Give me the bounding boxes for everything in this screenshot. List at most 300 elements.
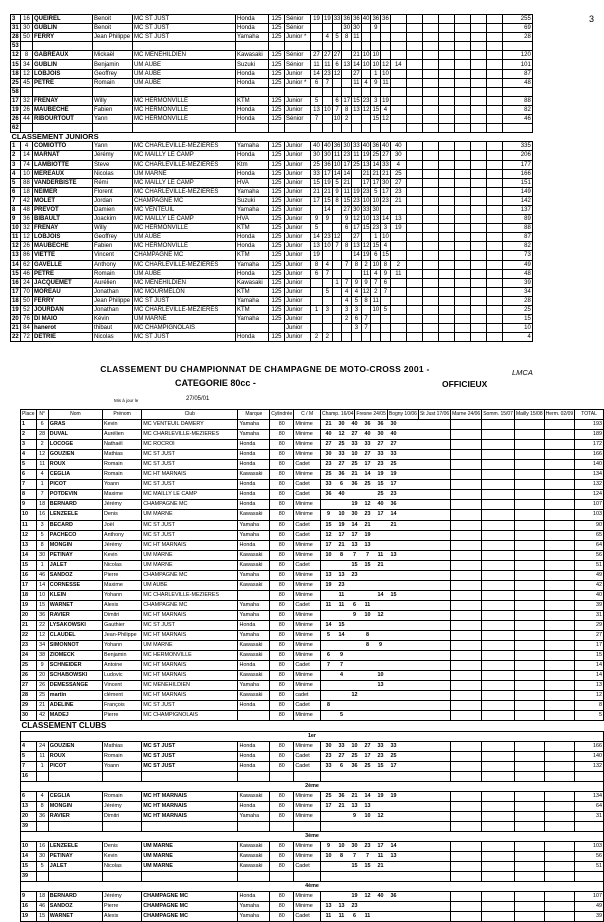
club-cell: MC CHARLEVILLE-MEZIERES bbox=[133, 142, 236, 151]
round-cell: 11 bbox=[382, 79, 389, 86]
round-cell: 8 bbox=[352, 260, 362, 269]
round-cell bbox=[422, 296, 438, 305]
round-cell bbox=[390, 42, 406, 51]
first-name-cell: Benjamin bbox=[103, 651, 142, 661]
club-cell: CHAMPAGNE MC bbox=[142, 570, 238, 580]
round-cell bbox=[332, 315, 342, 324]
category-cell: Minime bbox=[294, 741, 321, 751]
last-name-cell: PICOT bbox=[48, 480, 102, 490]
round-cell bbox=[514, 540, 544, 550]
rank-cell: 3 bbox=[21, 440, 37, 450]
first-name-cell: Romain bbox=[93, 269, 133, 278]
club-cell: MC HT MARNAIS bbox=[142, 610, 238, 620]
round-score: 17 bbox=[325, 802, 332, 809]
displacement-cell: 125 bbox=[269, 306, 285, 315]
category-cell: Minime bbox=[294, 811, 321, 821]
round-cell: 5 bbox=[323, 287, 333, 296]
round-cell: 14 bbox=[353, 61, 360, 68]
displacement-cell: 125 bbox=[269, 15, 285, 24]
table-row bbox=[21, 862, 604, 872]
bib-cell: 11 bbox=[36, 460, 48, 470]
round-cell: 12 bbox=[353, 216, 360, 223]
club-cell bbox=[142, 821, 238, 831]
last-name-cell: LENZEELE bbox=[48, 842, 102, 852]
last-name-cell: DETRIE bbox=[33, 333, 93, 342]
round-score: 6 bbox=[339, 762, 343, 769]
round-cell bbox=[514, 862, 544, 872]
rank-cell: 18 bbox=[21, 590, 37, 600]
total-cell: 166 bbox=[502, 169, 532, 178]
round-score: 13 bbox=[364, 541, 371, 548]
round-cell: 27 bbox=[343, 207, 351, 214]
total-cell bbox=[575, 872, 604, 882]
round-score: 25 bbox=[390, 752, 397, 759]
round-cell: 11 bbox=[390, 269, 406, 278]
round-score: 40 bbox=[351, 421, 358, 428]
round-cell bbox=[422, 178, 438, 187]
rank-cell: 9 bbox=[21, 892, 37, 902]
round-cell: 9 bbox=[361, 278, 371, 287]
round-cell: 8 bbox=[332, 196, 342, 205]
displacement-cell: 80 bbox=[270, 691, 294, 701]
round-cell: 4 bbox=[390, 160, 406, 169]
round-cell bbox=[482, 661, 515, 671]
first-name-cell: Nicolas bbox=[103, 862, 142, 872]
round-cell: 30 bbox=[343, 143, 351, 150]
first-name-cell bbox=[103, 872, 142, 882]
round-cell bbox=[390, 333, 406, 342]
round-cell bbox=[486, 15, 502, 24]
first-name-cell: Geoffrey bbox=[93, 69, 133, 78]
round-cell bbox=[454, 242, 470, 251]
round-cell bbox=[544, 641, 575, 651]
round-scores-cell bbox=[320, 842, 450, 852]
displacement-cell: 125 bbox=[269, 169, 285, 178]
total-cell: 27 bbox=[575, 631, 604, 641]
club-cell: MC ST JUST bbox=[142, 530, 238, 540]
table-row bbox=[21, 912, 604, 922]
round-scores-cell bbox=[320, 852, 450, 862]
round-score: 9 bbox=[352, 611, 356, 618]
category-cell: Minime bbox=[294, 570, 321, 580]
round-cell: 27 bbox=[353, 234, 360, 241]
round-cell bbox=[390, 24, 406, 33]
round-cell: 7 bbox=[342, 278, 352, 287]
first-name-cell: Romain bbox=[103, 470, 142, 480]
total-cell: 101 bbox=[502, 60, 532, 69]
club-cell: MC HT MARNAIS bbox=[142, 540, 238, 550]
round-1-cell bbox=[311, 33, 323, 42]
round-cell bbox=[544, 651, 575, 661]
last-name-cell: NEIMER bbox=[33, 187, 93, 196]
round-score: 19 bbox=[377, 471, 384, 478]
round-cell bbox=[390, 306, 406, 315]
total-cell: 206 bbox=[502, 151, 532, 160]
round-cell bbox=[451, 801, 482, 811]
round-cell bbox=[406, 87, 422, 96]
round-cell: 23 bbox=[362, 188, 370, 195]
round-cell bbox=[470, 278, 486, 287]
category-cell: Junior bbox=[285, 187, 311, 196]
rank-cell: 16 bbox=[21, 771, 37, 781]
round-score: 25 bbox=[364, 762, 371, 769]
first-name-cell: Jérémy bbox=[103, 892, 142, 902]
table-row bbox=[21, 671, 604, 681]
make-cell: HVA bbox=[236, 178, 269, 187]
rank-cell: 14 bbox=[21, 550, 37, 560]
round-cell bbox=[422, 24, 438, 33]
round-1-cell: 33 bbox=[311, 169, 323, 178]
round-cell bbox=[470, 33, 486, 42]
table-row bbox=[21, 892, 604, 902]
round-1-cell: 21 bbox=[311, 187, 323, 196]
round-score: 17 bbox=[377, 511, 384, 518]
round-scores-cell bbox=[320, 711, 450, 721]
round-cell bbox=[422, 78, 438, 87]
first-name-cell: Kévin bbox=[93, 315, 133, 324]
round-score: 7 bbox=[365, 853, 369, 860]
round-cell: 5 bbox=[332, 33, 342, 42]
last-name-cell: SCHABOWSKI bbox=[48, 671, 102, 681]
round-cell: 3 bbox=[342, 306, 352, 315]
round-score: 33 bbox=[377, 451, 384, 458]
total-cell: 103 bbox=[575, 842, 604, 852]
round-cell: 19 bbox=[390, 224, 406, 233]
bib-cell: 10 bbox=[21, 169, 33, 178]
round-score: 23 bbox=[377, 461, 384, 468]
round-cell bbox=[352, 269, 362, 278]
round-cell bbox=[451, 661, 482, 671]
displacement-cell bbox=[269, 87, 285, 96]
round-cell bbox=[544, 711, 575, 721]
last-name-cell: DEMESSANGE bbox=[48, 681, 102, 691]
total-cell: 142 bbox=[502, 196, 532, 205]
bib-cell bbox=[21, 42, 33, 51]
first-name-cell bbox=[103, 771, 142, 781]
round-cell bbox=[342, 333, 352, 342]
club-cell: UM MARNE bbox=[133, 169, 236, 178]
round-cell bbox=[438, 115, 454, 124]
round-cell bbox=[482, 902, 515, 912]
round-cell: 11 bbox=[362, 270, 370, 277]
round-cell bbox=[422, 105, 438, 114]
table-row bbox=[21, 600, 604, 610]
round-cell bbox=[381, 24, 391, 33]
round-score: 40 bbox=[325, 431, 332, 438]
total-cell: 90 bbox=[575, 520, 604, 530]
round-cell bbox=[514, 842, 544, 852]
round-score: 13 bbox=[325, 571, 332, 578]
total-cell: 87 bbox=[502, 69, 532, 78]
club-cell: CHAMPAGNE MC bbox=[142, 902, 238, 912]
make-cell: KTM bbox=[236, 306, 269, 315]
round-score: 14 bbox=[351, 521, 358, 528]
round-cell bbox=[470, 142, 486, 151]
make-cell: Kawasaki bbox=[238, 550, 270, 560]
round-cell: 27 bbox=[333, 52, 341, 59]
round-cell: 6 bbox=[352, 315, 362, 324]
first-name-cell: Jérémy bbox=[93, 151, 133, 160]
last-name-cell: POTDEVIN bbox=[48, 490, 102, 500]
total-cell: 56 bbox=[575, 550, 604, 560]
club-cell: CHAMPAGNE MC bbox=[133, 251, 236, 260]
total-cell bbox=[502, 87, 532, 96]
round-cell bbox=[381, 33, 391, 42]
round-cell: 7 bbox=[361, 324, 371, 333]
round-cell bbox=[482, 430, 515, 440]
club-cell: MC HT MARNAIS bbox=[142, 631, 238, 641]
rank-cell: 53 bbox=[12, 43, 19, 50]
total-cell bbox=[502, 124, 532, 133]
round-1-cell: 1 bbox=[311, 306, 323, 315]
total-cell: 255 bbox=[502, 15, 532, 24]
last-name-cell: BECARD bbox=[48, 520, 102, 530]
club-cell: MC CHAMPIGNOLAIS bbox=[133, 324, 236, 333]
round-cell bbox=[451, 902, 482, 912]
rank-cell: 21 bbox=[21, 620, 37, 630]
round-cell: 9 bbox=[342, 215, 352, 224]
column-header: Nom bbox=[48, 410, 102, 420]
round-cell bbox=[470, 169, 486, 178]
round-cell bbox=[470, 260, 486, 269]
displacement-cell: 80 bbox=[270, 671, 294, 681]
club-rank-text: 2ème bbox=[21, 781, 604, 791]
last-name-cell: CLAUDEL bbox=[48, 631, 102, 641]
displacement-cell bbox=[269, 42, 285, 51]
round-cell bbox=[371, 87, 381, 96]
round-cell bbox=[482, 550, 515, 560]
round-cell bbox=[390, 242, 406, 251]
make-cell: KTM bbox=[236, 251, 269, 260]
make-cell: Honda bbox=[238, 450, 270, 460]
round-cell bbox=[482, 480, 515, 490]
round-score: 8 bbox=[339, 853, 343, 860]
round-cell: 13 bbox=[353, 106, 360, 113]
round-cell bbox=[438, 315, 454, 324]
bib-cell: 44 bbox=[21, 115, 33, 124]
round-cell: 5 bbox=[352, 296, 362, 305]
round-cell bbox=[482, 852, 515, 862]
round-cell bbox=[390, 115, 406, 124]
total-cell: 64 bbox=[575, 540, 604, 550]
round-cell bbox=[514, 470, 544, 480]
round-cell bbox=[454, 87, 470, 96]
last-name-cell: hanerot bbox=[33, 324, 93, 333]
table-row bbox=[21, 711, 604, 721]
column-header: C / M bbox=[294, 410, 321, 420]
round-cell bbox=[544, 862, 575, 872]
table-row bbox=[21, 741, 604, 751]
category-cell: Junior bbox=[285, 242, 311, 251]
displacement-cell: 125 bbox=[269, 205, 285, 214]
make-cell bbox=[236, 124, 269, 133]
displacement-cell: 125 bbox=[269, 51, 285, 60]
round-cell bbox=[332, 251, 342, 260]
round-score: 10 bbox=[338, 511, 345, 518]
club-cell: UM MARNE bbox=[142, 862, 238, 872]
round-cell bbox=[514, 741, 544, 751]
rank-cell: 30 bbox=[21, 711, 37, 721]
round-score: 33 bbox=[351, 441, 358, 448]
make-cell bbox=[238, 771, 270, 781]
round-cell: 7 bbox=[323, 269, 333, 278]
round-cell bbox=[482, 500, 515, 510]
club-cell: MC ST JUST bbox=[142, 741, 238, 751]
round-cell bbox=[371, 315, 381, 324]
last-name-cell: FERRY bbox=[33, 296, 93, 305]
round-cell bbox=[482, 842, 515, 852]
round-cell: 21 bbox=[343, 179, 351, 186]
club-cell: MC MENEHILDIEN bbox=[142, 681, 238, 691]
round-cell bbox=[482, 862, 515, 872]
club-cell: UM AUBE bbox=[133, 269, 236, 278]
round-cell bbox=[361, 69, 371, 78]
displacement-cell: 80 bbox=[270, 862, 294, 872]
round-score: 33 bbox=[377, 742, 384, 749]
round-score: 13 bbox=[377, 682, 384, 689]
total-cell: 88 bbox=[502, 96, 532, 105]
bib-cell: 34 bbox=[21, 60, 33, 69]
round-cell: 14 bbox=[333, 170, 341, 177]
last-name-cell: FRENAY bbox=[33, 224, 93, 233]
total-cell bbox=[502, 42, 532, 51]
category-cell: Junior bbox=[285, 142, 311, 151]
last-name-cell: ROUX bbox=[48, 460, 102, 470]
table-row bbox=[21, 751, 604, 761]
round-cell bbox=[390, 233, 406, 242]
first-name-cell: thibaut bbox=[93, 324, 133, 333]
round-cell bbox=[422, 196, 438, 205]
bib-cell: 48 bbox=[21, 205, 33, 214]
round-scores-cell bbox=[320, 681, 450, 691]
bib-cell: 10 bbox=[36, 590, 48, 600]
first-name-cell: Willy bbox=[93, 96, 133, 105]
round-score: 9 bbox=[378, 642, 382, 649]
round-cell bbox=[406, 306, 422, 315]
round-cell bbox=[470, 315, 486, 324]
round-cell bbox=[381, 87, 391, 96]
rank-cell: 12 bbox=[21, 530, 37, 540]
round-cell bbox=[406, 142, 422, 151]
round-cell bbox=[482, 701, 515, 711]
round-scores-cell bbox=[320, 741, 450, 751]
rank-cell: 11 bbox=[11, 233, 21, 242]
round-cell bbox=[514, 701, 544, 711]
last-name-cell: RIBOURTOUT bbox=[33, 115, 93, 124]
round-cell bbox=[482, 580, 515, 590]
make-cell: Yamaha bbox=[236, 187, 269, 196]
round-cell bbox=[332, 269, 342, 278]
round-cell bbox=[470, 296, 486, 305]
bib-cell: 26 bbox=[21, 242, 33, 251]
round-cell: 11 bbox=[324, 61, 331, 68]
round-cell: 15 bbox=[382, 252, 389, 259]
total-cell: 10 bbox=[502, 324, 532, 333]
round-cell: 7 bbox=[381, 287, 391, 296]
round-cell bbox=[482, 590, 515, 600]
make-cell bbox=[236, 42, 269, 51]
round-cell bbox=[406, 187, 422, 196]
round-cell: 13 bbox=[390, 215, 406, 224]
total-cell: 39 bbox=[502, 278, 532, 287]
round-cell bbox=[361, 233, 371, 242]
bib-cell: 74 bbox=[21, 160, 33, 169]
round-cell bbox=[486, 115, 502, 124]
round-cell: 36 bbox=[333, 143, 341, 150]
make-cell: Honda bbox=[236, 105, 269, 114]
first-name-cell: Denis bbox=[103, 842, 142, 852]
round-cell bbox=[438, 24, 454, 33]
bib-cell: 4 bbox=[21, 142, 33, 151]
round-cell bbox=[438, 15, 454, 24]
round-cell bbox=[544, 912, 575, 922]
round-cell bbox=[514, 661, 544, 671]
round-cell: 4 bbox=[342, 287, 352, 296]
round-cell bbox=[470, 224, 486, 233]
club-cell bbox=[133, 124, 236, 133]
first-name-cell: Geoffrey bbox=[93, 233, 133, 242]
round-cell bbox=[514, 570, 544, 580]
round-scores-cell bbox=[320, 801, 450, 811]
round-cell bbox=[332, 87, 342, 96]
round-cell bbox=[451, 590, 482, 600]
round-cell: 6 bbox=[332, 96, 342, 105]
round-scores-cell bbox=[320, 450, 450, 460]
round-cell bbox=[390, 105, 406, 114]
bib-cell: 50 bbox=[21, 33, 33, 42]
round-cell: 23 bbox=[372, 225, 380, 232]
bib-cell: 76 bbox=[21, 315, 33, 324]
round-score: 15 bbox=[325, 521, 332, 528]
round-scores-cell bbox=[320, 420, 450, 430]
round-cell bbox=[451, 821, 482, 831]
round-cell bbox=[482, 641, 515, 651]
total-cell: 73 bbox=[502, 251, 532, 260]
round-cell: 21 bbox=[353, 52, 360, 59]
round-score: 14 bbox=[390, 843, 397, 850]
column-header: Fresne 24/05 bbox=[355, 410, 387, 420]
round-cell bbox=[514, 440, 544, 450]
table-row bbox=[21, 811, 604, 821]
displacement-cell: 80 bbox=[270, 440, 294, 450]
rank-cell: 11 bbox=[21, 520, 37, 530]
category-cell: Cadet bbox=[294, 701, 321, 711]
round-cell: 30 bbox=[390, 151, 406, 160]
round-score: 13 bbox=[338, 571, 345, 578]
round-cell: 11 bbox=[372, 297, 379, 304]
first-name-cell: Antoine bbox=[103, 661, 142, 671]
category-cell: Minime bbox=[294, 842, 321, 852]
round-cell: 14 bbox=[390, 60, 406, 69]
displacement-cell: 125 bbox=[269, 260, 285, 269]
make-cell: Honda bbox=[238, 500, 270, 510]
first-name-cell bbox=[93, 42, 133, 51]
make-cell: Honda bbox=[236, 78, 269, 87]
round-cell bbox=[514, 671, 544, 681]
category-cell: Minime bbox=[294, 450, 321, 460]
round-cell bbox=[406, 269, 422, 278]
table-row bbox=[21, 620, 604, 630]
round-cell bbox=[486, 187, 502, 196]
table-row bbox=[21, 872, 604, 882]
round-cell bbox=[544, 470, 575, 480]
round-score: 21 bbox=[351, 792, 358, 799]
make-cell: Yamaha bbox=[238, 681, 270, 691]
last-name-cell: BERNARD bbox=[48, 500, 102, 510]
round-cell bbox=[342, 324, 352, 333]
rank-cell: 6 bbox=[11, 187, 21, 196]
last-name-cell: GOUZIEN bbox=[48, 450, 102, 460]
